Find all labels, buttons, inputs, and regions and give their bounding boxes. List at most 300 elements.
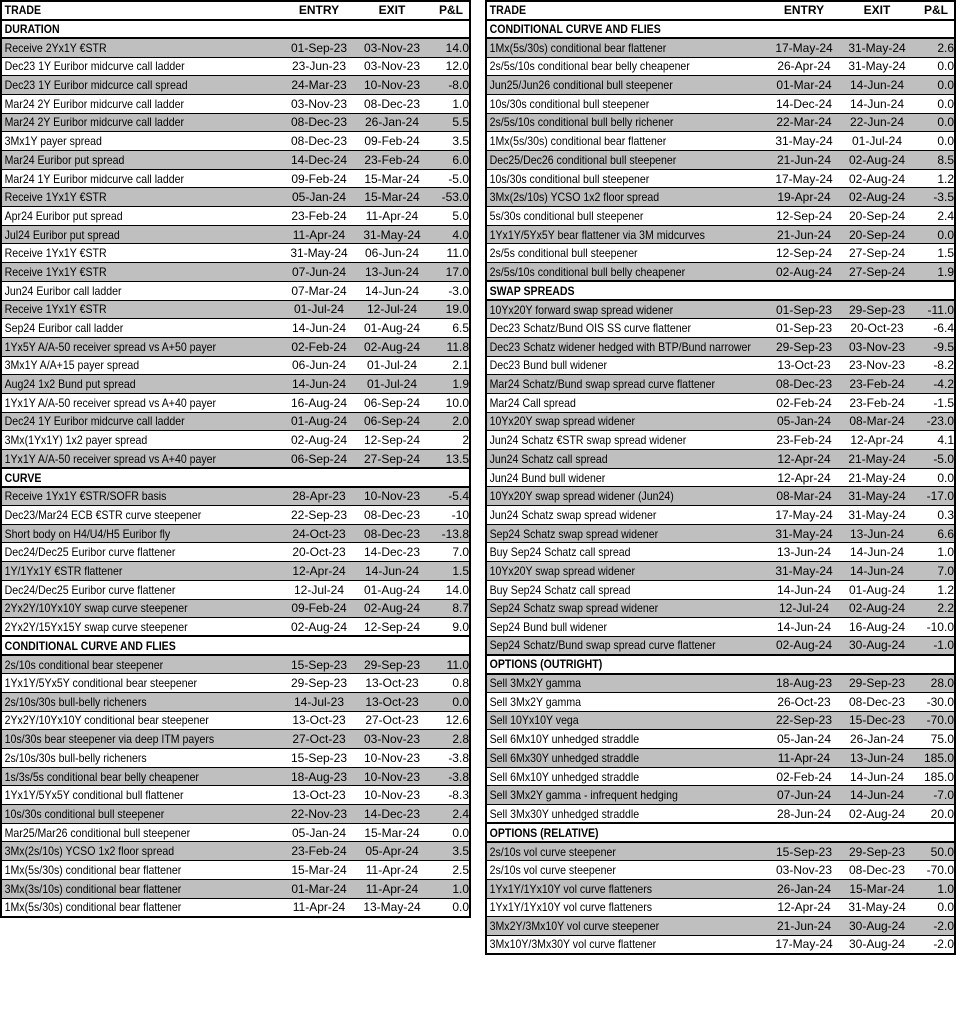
trade-value: 2s/10s conditional bear steepener: [4, 657, 164, 672]
exit-value: 13-Jun-24: [849, 750, 905, 765]
entry-cell: [766, 618, 842, 637]
entry-cell: [281, 842, 357, 861]
trade-cell: [1, 618, 281, 637]
exit-cell: [842, 38, 912, 57]
trade-value: Short body on H4/U4/H5 Euribor fly: [4, 526, 171, 541]
entry-value: 03-Nov-23: [290, 96, 348, 111]
table-row: [486, 113, 955, 132]
pnl-value: 6.0: [452, 152, 469, 167]
pnl-value: -13.8: [441, 526, 469, 541]
pnl-value: 0.0: [452, 694, 469, 709]
entry-cell: [766, 393, 842, 412]
pnl-cell: [427, 375, 470, 394]
exit-cell: [357, 823, 427, 842]
trade-cell: [1, 113, 281, 132]
pnl-value: 12.6: [445, 713, 469, 728]
section-header-row: [486, 20, 955, 39]
entry-value: 07-Mar-24: [291, 283, 347, 298]
exit-value: 12-Sep-24: [363, 619, 421, 634]
trade-value: Jun25/Jun26 conditional bull steepener: [489, 78, 673, 93]
pnl-value: 13.5: [445, 451, 469, 466]
exit-cell: [357, 450, 427, 469]
entry-cell: [766, 692, 842, 711]
trade-value: Sell 3Mx2Y gamma - infrequent hedging: [489, 788, 678, 803]
trade-value: 2s/10s vol curve steepener: [489, 844, 616, 859]
trade-value: 1Yx1Y A/A-50 receiver spread vs A+40 payer: [4, 395, 217, 410]
trade-cell: [1, 76, 281, 95]
entry-cell: [766, 412, 842, 431]
table-row: [486, 935, 955, 954]
pnl-cell: [427, 524, 470, 543]
entry-value: 31-May-24: [290, 246, 348, 261]
exit-value: 10-Nov-23: [363, 489, 421, 504]
trade-cell: [1, 188, 281, 207]
exit-cell: [357, 113, 427, 132]
exit-cell: [842, 356, 912, 375]
pnl-cell: [427, 749, 470, 768]
trade-value: 10Yx20Y swap spread widener: [489, 563, 636, 578]
exit-cell: [842, 786, 912, 805]
pnl-cell: [912, 805, 955, 824]
exit-cell: [357, 76, 427, 95]
table-row: [1, 356, 470, 375]
pnl-cell: [427, 730, 470, 749]
trade-cell: [1, 730, 281, 749]
entry-value: 13-Oct-23: [292, 788, 346, 803]
section-title-cell: [1, 20, 470, 39]
pnl-cell: [912, 543, 955, 562]
table-row: [486, 805, 955, 824]
section: [486, 655, 955, 823]
pnl-value: 0.8: [452, 676, 469, 691]
exit-cell: [842, 618, 912, 637]
pnl-cell: [427, 879, 470, 898]
exit-cell: [842, 337, 912, 356]
trade-cell: [486, 618, 766, 637]
pnl-cell: [912, 113, 955, 132]
entry-value: 19-Apr-24: [777, 190, 831, 205]
table-row: [486, 917, 955, 936]
section-title: OPTIONS (OUTRIGHT): [489, 657, 603, 672]
exit-value: 27-Sep-24: [848, 246, 906, 261]
exit-cell: [842, 393, 912, 412]
section: [1, 636, 470, 916]
entry-cell: [766, 562, 842, 581]
pnl-cell: [427, 132, 470, 151]
pnl-cell: [912, 225, 955, 244]
exit-cell: [357, 188, 427, 207]
entry-value: 05-Jan-24: [291, 825, 347, 840]
exit-cell: [357, 38, 427, 57]
entry-value: 01-Sep-23: [775, 302, 833, 317]
entry-value: 05-Jan-24: [776, 414, 832, 429]
entry-cell: [766, 356, 842, 375]
trade-cell: [486, 300, 766, 319]
entry-cell: [281, 711, 357, 730]
trade-value: 2Yx2Y/10Yx10Y swap curve steepener: [4, 601, 188, 616]
trade-cell: [486, 94, 766, 113]
trade-value: Sell 6Mx30Y unhedged straddle: [489, 750, 640, 765]
entry-cell: [281, 599, 357, 618]
table-row: [1, 94, 470, 113]
entry-cell: [281, 38, 357, 57]
trade-value: Dec23 1Y Euribor midcurce call spread: [4, 78, 188, 93]
trade-cell: [1, 450, 281, 469]
entry-cell: [766, 132, 842, 151]
pnl-cell: [912, 319, 955, 338]
pnl-value: -7.0: [933, 788, 954, 803]
entry-cell: [281, 879, 357, 898]
entry-value: 11-Apr-24: [292, 900, 346, 915]
table-row: [1, 749, 470, 768]
pnl-value: -3.8: [448, 769, 469, 784]
trade-cell: [486, 898, 766, 917]
pnl-value: -9.5: [933, 339, 954, 354]
trade-cell: [486, 674, 766, 693]
entry-cell: [766, 169, 842, 188]
pnl-value: 50.0: [930, 844, 954, 859]
table-row: [486, 319, 955, 338]
table-row: [486, 263, 955, 282]
trade-value: Mar24 1Y Euribor midcurve call ladder: [4, 171, 185, 186]
pnl-value: -70.0: [926, 713, 954, 728]
entry-value: 08-Dec-23: [290, 115, 348, 130]
trade-value: 1Mx(5s/30s) conditional bear flattener: [489, 134, 667, 149]
table-row: [486, 786, 955, 805]
entry-cell: [766, 151, 842, 170]
exit-cell: [357, 767, 427, 786]
trade-cell: [486, 113, 766, 132]
trade-cell: [1, 337, 281, 356]
trade-cell: [486, 842, 766, 861]
entry-cell: [766, 263, 842, 282]
entry-value: 01-Mar-24: [776, 78, 832, 93]
pnl-value: -8.2: [933, 358, 954, 373]
entry-cell: [766, 319, 842, 338]
entry-value: 23-Jun-23: [291, 59, 347, 74]
pnl-cell: [427, 151, 470, 170]
trade-value: 5s/30s conditional bull steepener: [489, 208, 644, 223]
pnl-cell: [427, 562, 470, 581]
column-header-row: [486, 1, 955, 20]
table-row: [486, 225, 955, 244]
entry-cell: [281, 244, 357, 263]
exit-cell: [842, 431, 912, 450]
entry-value: 05-Jan-24: [291, 190, 347, 205]
pnl-value: 14.0: [445, 582, 469, 597]
pnl-value: 1.2: [937, 171, 954, 186]
trade-cell: [1, 57, 281, 76]
entry-value: 13-Oct-23: [292, 713, 346, 728]
pnl-value: -3.8: [448, 750, 469, 765]
pnl-value: 1.0: [937, 545, 954, 560]
entry-cell: [766, 113, 842, 132]
pnl-cell: [912, 767, 955, 786]
table-row: [1, 674, 470, 693]
pnl-cell: [427, 692, 470, 711]
entry-value: 14-Jul-23: [293, 694, 345, 709]
table-row: [1, 506, 470, 525]
table-row: [486, 431, 955, 450]
pnl-cell: [912, 842, 955, 861]
exit-value: 21-May-24: [848, 470, 906, 485]
entry-value: 12-Apr-24: [777, 900, 831, 915]
trade-cell: [486, 319, 766, 338]
exit-value: 03-Nov-23: [848, 339, 906, 354]
pnl-value: 8.7: [452, 601, 469, 616]
entry-cell: [766, 805, 842, 824]
trade-value: Dec23 Schatz/Bund OIS SS curve flattener: [489, 321, 691, 336]
table-row: [486, 337, 955, 356]
pnl-value: -2.0: [933, 937, 954, 952]
pnl-cell: [912, 431, 955, 450]
trade-value: Dec23 Schatz widener hedged with BTP/Bund narrower: [489, 339, 751, 354]
pnl-cell: [912, 132, 955, 151]
trade-value: 1Mx(5s/30s) conditional bear flattener: [4, 862, 182, 877]
pnl-cell: [912, 636, 955, 655]
entry-cell: [281, 113, 357, 132]
table-row: [486, 132, 955, 151]
trade-value: Mar24 Call spread: [489, 395, 576, 410]
trade-value: Sep24 Schatz swap spread widener: [489, 526, 659, 541]
exit-value: 23-Feb-24: [364, 152, 420, 167]
table-row: [1, 487, 470, 506]
entry-value: 23-Feb-24: [776, 433, 832, 448]
entry-value: 26-Oct-23: [777, 694, 831, 709]
exit-value: 21-May-24: [848, 451, 906, 466]
table-row: [1, 823, 470, 842]
pnl-value: 2.5: [452, 862, 469, 877]
pnl-cell: [912, 580, 955, 599]
exit-cell: [357, 132, 427, 151]
table-row: [1, 76, 470, 95]
entry-cell: [281, 225, 357, 244]
section-header-row: [1, 20, 470, 39]
exit-cell: [357, 749, 427, 768]
entry-value: 17-May-24: [775, 507, 833, 522]
trade-value: Jun24 Euribor call ladder: [4, 283, 122, 298]
pnl-cell: [427, 169, 470, 188]
table-row: [1, 281, 470, 300]
exit-cell: [842, 730, 912, 749]
pnl-value: 4.0: [452, 227, 469, 242]
exit-value: 02-Aug-24: [848, 601, 906, 616]
trade-cell: [486, 468, 766, 487]
pnl-value: 1.0: [937, 881, 954, 896]
exit-cell: [357, 263, 427, 282]
exit-value: 02-Aug-24: [848, 171, 906, 186]
pnl-value: 0.0: [937, 470, 954, 485]
trade-value: Sep24 Euribor call ladder: [4, 321, 124, 336]
exit-value: 23-Feb-24: [849, 395, 905, 410]
table-row: [486, 468, 955, 487]
exit-value: 29-Sep-23: [848, 844, 906, 859]
table-row: [1, 580, 470, 599]
trade-value: Sell 6Mx10Y unhedged straddle: [489, 732, 640, 747]
trade-cell: [486, 580, 766, 599]
entry-cell: [281, 450, 357, 469]
pnl-cell: [427, 113, 470, 132]
entry-value: 09-Feb-24: [291, 601, 347, 616]
exit-cell: [842, 132, 912, 151]
pnl-cell: [427, 188, 470, 207]
exit-cell: [842, 468, 912, 487]
entry-cell: [766, 636, 842, 655]
exit-cell: [842, 861, 912, 880]
pnl-value: 0.0: [452, 825, 469, 840]
pnl-cell: [427, 861, 470, 880]
pnl-cell: [427, 244, 470, 263]
entry-value: 23-Feb-24: [291, 208, 347, 223]
entry-cell: [281, 393, 357, 412]
table-row: [1, 861, 470, 880]
exit-value: 02-Aug-24: [848, 806, 906, 821]
entry-value: 02-Aug-24: [775, 638, 833, 653]
trade-value: Sep24 Bund bull widener: [489, 620, 608, 635]
table-row: [486, 244, 955, 263]
trade-cell: [1, 263, 281, 282]
trade-value: 2s/10s/30s bull-belly richeners: [4, 694, 147, 709]
pnl-value: 1.0: [452, 96, 469, 111]
pnl-value: 11.8: [446, 339, 469, 354]
entry-value: 15-Sep-23: [775, 844, 833, 859]
pnl-value: 4.1: [937, 433, 954, 448]
pnl-value: 2.8: [452, 732, 469, 747]
trade-cell: [1, 524, 281, 543]
trade-cell: [1, 375, 281, 394]
pnl-value: 2.4: [452, 806, 469, 821]
trade-cell: [1, 132, 281, 151]
table-row: [486, 487, 955, 506]
pnl-value: 10.0: [445, 395, 469, 410]
pnl-cell: [912, 674, 955, 693]
table-row: [486, 861, 955, 880]
table-row: [1, 393, 470, 412]
entry-value: 12-Apr-24: [777, 470, 831, 485]
trade-cell: [1, 692, 281, 711]
entry-cell: [281, 730, 357, 749]
entry-value: 17-May-24: [775, 171, 833, 186]
entry-value: 17-May-24: [775, 40, 833, 55]
table-row: [1, 618, 470, 637]
entry-value: 24-Oct-23: [292, 526, 346, 541]
entry-value: 01-Mar-24: [291, 881, 347, 896]
pnl-value: 0.3: [937, 507, 954, 522]
exit-cell: [842, 94, 912, 113]
entry-value: 24-Mar-23: [291, 78, 347, 93]
entry-value: 23-Feb-24: [291, 844, 347, 859]
exit-cell: [357, 431, 427, 450]
exit-value: 23-Nov-23: [848, 358, 906, 373]
table-row: [1, 786, 470, 805]
pnl-value: -53.0: [441, 190, 469, 205]
exit-value: 27-Sep-24: [848, 264, 906, 279]
table-row: [486, 618, 955, 637]
trade-cell: [1, 94, 281, 113]
section: [486, 281, 955, 655]
table-row: [486, 842, 955, 861]
pnl-cell: [427, 805, 470, 824]
exit-value: 14-Jun-24: [849, 788, 905, 803]
column-header-label: ENTRY: [783, 3, 825, 18]
trade-value: 1Mx(5s/30s) conditional bear flattener: [489, 40, 667, 55]
pnl-cell: [912, 393, 955, 412]
entry-value: 14-Dec-24: [775, 96, 833, 111]
entry-value: 02-Feb-24: [291, 339, 347, 354]
exit-value: 10-Nov-23: [363, 750, 421, 765]
table-row: [486, 151, 955, 170]
exit-value: 08-Dec-23: [363, 96, 421, 111]
pnl-cell: [427, 356, 470, 375]
entry-value: 26-Apr-24: [777, 59, 831, 74]
pnl-cell: [912, 898, 955, 917]
pnl-value: 1.5: [452, 563, 469, 578]
exit-cell: [842, 207, 912, 226]
exit-value: 11-Apr-24: [365, 862, 419, 877]
pnl-value: -2.0: [933, 919, 954, 934]
entry-cell: [281, 188, 357, 207]
exit-cell: [842, 543, 912, 562]
entry-value: 18-Aug-23: [775, 676, 833, 691]
column-header-pnl: [912, 1, 955, 20]
entry-cell: [281, 281, 357, 300]
entry-cell: [766, 431, 842, 450]
exit-value: 08-Dec-23: [363, 507, 421, 522]
trade-cell: [486, 450, 766, 469]
trade-cell: [486, 599, 766, 618]
exit-cell: [842, 767, 912, 786]
trade-value: 3Mx(2s/10s) YCSO 1x2 floor spread: [489, 190, 660, 205]
trade-cell: [1, 543, 281, 562]
table-row: [1, 337, 470, 356]
entry-cell: [281, 692, 357, 711]
pnl-cell: [912, 356, 955, 375]
exit-cell: [357, 711, 427, 730]
exit-cell: [357, 506, 427, 525]
column-header-label: P&L: [439, 3, 463, 18]
entry-cell: [281, 487, 357, 506]
table-row: [486, 898, 955, 917]
trade-value: Jun24 Schatz €STR swap spread widener: [489, 433, 687, 448]
pnl-cell: [427, 823, 470, 842]
exit-value: 23-Feb-24: [849, 377, 905, 392]
entry-cell: [766, 842, 842, 861]
exit-value: 15-Mar-24: [364, 171, 420, 186]
trade-cell: [486, 244, 766, 263]
pnl-cell: [912, 169, 955, 188]
trade-cell: [1, 506, 281, 525]
table-row: [1, 431, 470, 450]
pnl-cell: [427, 431, 470, 450]
trade-value: Mar24 Schatz/Bund swap spread curve flattener: [489, 377, 716, 392]
trade-cell: [486, 337, 766, 356]
trade-cell: [1, 207, 281, 226]
pnl-value: -4.2: [933, 377, 954, 392]
pnl-value: 3.5: [452, 134, 469, 149]
trade-cell: [486, 225, 766, 244]
exit-value: 01-Jul-24: [851, 134, 903, 149]
trade-value: Receive 1Yx1Y €STR: [4, 302, 107, 317]
exit-cell: [357, 879, 427, 898]
table-row: [486, 879, 955, 898]
trade-cell: [1, 805, 281, 824]
trade-value: Mar24 2Y Euribor midcurve call ladder: [4, 96, 185, 111]
pnl-value: 9.0: [452, 619, 469, 634]
pnl-cell: [912, 879, 955, 898]
trade-value: Dec23 1Y Euribor midcurve call ladder: [4, 59, 185, 74]
trade-cell: [486, 169, 766, 188]
trade-value: 2s/10s vol curve steepener: [489, 862, 616, 877]
